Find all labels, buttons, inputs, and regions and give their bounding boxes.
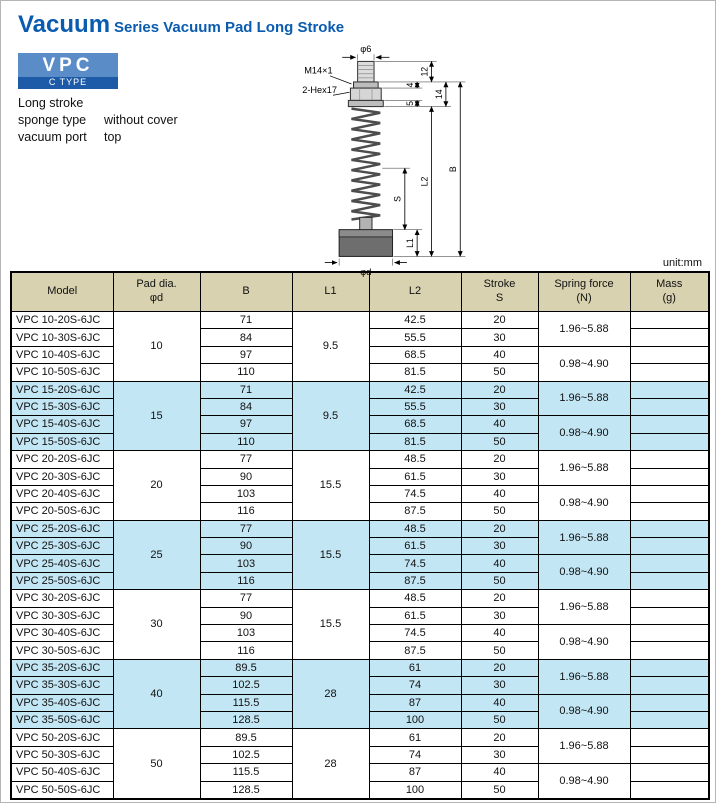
stroke-cell: 40 [461,346,538,363]
pad-dia-cell: 40 [113,659,200,729]
header-line: φd [149,292,164,304]
spec-row [11,381,709,398]
threaded-stud [358,61,374,82]
stroke-cell: 50 [461,364,538,381]
b-cell: 102.5 [200,746,292,763]
l2-cell: 74 [369,746,461,763]
header-line: (N) [576,292,592,304]
header-line: Mass [656,278,683,291]
l2-cell: 55.5 [369,398,461,415]
b-cell: 71 [200,381,292,398]
model-cell: VPC 35-40S-6JC [11,694,113,711]
model-cell: VPC 20-40S-6JC [11,485,113,502]
spec-row [11,659,709,676]
page-title [18,11,706,39]
spring-force-cell: 1.96~5.88 [538,520,630,555]
mass-cell [630,451,709,468]
mass-cell [630,711,709,728]
model-cell: VPC 10-50S-6JC [11,364,113,381]
model-cell: VPC 20-20S-6JC [11,451,113,468]
b-cell: 90 [200,607,292,624]
b-cell: 103 [200,555,292,572]
series-description [18,95,272,146]
l2-cell: 48.5 [369,520,461,537]
vacuum-pad-diagram [302,45,482,279]
stroke-cell: 30 [461,468,538,485]
model-cell: VPC 10-30S-6JC [11,329,113,346]
header-line: Model [47,285,78,298]
dim-label-phi6: φ6 [360,45,372,55]
l1-cell: 9.5 [292,312,369,382]
l2-cell: 87.5 [369,503,461,520]
mass-cell [630,572,709,589]
b-cell: 110 [200,433,292,450]
mass-cell [630,346,709,363]
l2-cell: 68.5 [369,416,461,433]
model-cell: VPC 15-50S-6JC [11,433,113,450]
header-line: L2 [408,285,422,298]
stroke-cell: 50 [461,503,538,520]
b-cell: 77 [200,451,292,468]
model-cell: VPC 10-40S-6JC [11,346,113,363]
l2-cell: 74.5 [369,625,461,642]
b-cell: 110 [200,364,292,381]
l2-cell: 42.5 [369,381,461,398]
hex-label: 2-Hex17 [302,85,338,96]
model-cell: VPC 50-40S-6JC [11,764,113,781]
spring-force-cell: 1.96~5.88 [538,590,630,625]
model-cell: VPC 20-50S-6JC [11,503,113,520]
spring-force-cell: 1.96~5.88 [538,381,630,416]
mass-cell [630,520,709,537]
mass-cell [630,729,709,746]
l2-cell: 81.5 [369,364,461,381]
l2-cell: 87 [369,694,461,711]
l2-cell: 61.5 [369,538,461,555]
b-cell: 115.5 [200,694,292,711]
mass-cell [630,694,709,711]
header-line: B [242,285,250,298]
stroke-cell: 40 [461,555,538,572]
model-cell: VPC 30-30S-6JC [11,607,113,624]
pad-rim [339,230,392,237]
spec-row [11,590,709,607]
model-cell: VPC 35-30S-6JC [11,677,113,694]
l2-cell: 74 [369,677,461,694]
stroke-cell: 50 [461,642,538,659]
series-code: VPC [18,53,118,77]
stroke-cell: 20 [461,659,538,676]
dim-label-5: 5 [405,101,416,106]
b-cell: 90 [200,538,292,555]
header-line: (g) [662,292,676,304]
stroke-cell: 30 [461,607,538,624]
model-cell: VPC 30-50S-6JC [11,642,113,659]
l2-cell: 61.5 [369,607,461,624]
header-line: L1 [324,285,337,298]
mass-cell [630,503,709,520]
technical-drawing [302,43,482,284]
l2-cell: 100 [369,781,461,799]
l1-cell: 9.5 [292,381,369,451]
mass-cell [630,746,709,763]
stroke-cell: 50 [461,781,538,799]
mass-cell [630,781,709,799]
spring-force-cell: 0.98~4.90 [538,625,630,660]
model-cell: VPC 35-50S-6JC [11,711,113,728]
mass-cell [630,625,709,642]
model-cell: VPC 15-30S-6JC [11,398,113,415]
unit-label: unit:mm [662,257,702,269]
spring-force-cell: 1.96~5.88 [538,659,630,694]
stroke-cell: 20 [461,312,538,329]
series-badge [18,53,118,89]
stroke-cell: 20 [461,381,538,398]
title-subtitle: Series Vacuum Pad Long Stroke [114,19,345,36]
l1-cell: 28 [292,659,369,729]
stroke-cell: 20 [461,590,538,607]
dim-label-s: S [392,196,403,202]
stroke-cell: 30 [461,538,538,555]
collar [354,82,379,88]
mass-cell [630,659,709,676]
spring-force-cell: 0.98~4.90 [538,416,630,451]
mass-cell [630,329,709,346]
spec-row [11,312,709,329]
l2-cell: 74.5 [369,555,461,572]
b-cell: 128.5 [200,711,292,728]
spec-table [10,271,710,800]
stroke-cell: 30 [461,398,538,415]
stroke-cell: 40 [461,625,538,642]
stroke-cell: 30 [461,677,538,694]
title-main: Vacuum [18,11,111,38]
col-header-model [11,272,113,312]
b-cell: 97 [200,346,292,363]
dim-label-l1: L1 [405,238,416,248]
dim-label-14: 14 [433,89,444,100]
model-cell: VPC 25-20S-6JC [11,520,113,537]
model-cell: VPC 35-20S-6JC [11,659,113,676]
dim-label-b: B [448,166,459,173]
model-cell: VPC 30-20S-6JC [11,590,113,607]
l2-cell: 48.5 [369,590,461,607]
col-header-pad-dia [113,272,200,312]
stroke-cell: 50 [461,572,538,589]
dim-label-l2: L2 [419,176,430,187]
thread-label: M14×1 [304,65,333,76]
header-line: S [495,292,504,304]
model-cell: VPC 15-20S-6JC [11,381,113,398]
spec-row [11,520,709,537]
mass-cell [630,381,709,398]
spring-force-cell: 0.98~4.90 [538,694,630,729]
l1-cell: 15.5 [292,451,369,521]
mass-cell [630,555,709,572]
l2-cell: 87.5 [369,572,461,589]
col-header-spring-force [538,272,630,312]
l2-cell: 55.5 [369,329,461,346]
spring-force-cell: 1.96~5.88 [538,729,630,764]
b-cell: 115.5 [200,764,292,781]
l2-cell: 87.5 [369,642,461,659]
pad-dia-cell: 15 [113,381,200,451]
l2-cell: 61 [369,729,461,746]
desc-right: top [104,129,122,144]
b-cell: 89.5 [200,729,292,746]
b-cell: 97 [200,416,292,433]
flange [348,100,383,106]
l1-cell: 15.5 [292,590,369,660]
hex-nut [350,88,381,100]
b-cell: 102.5 [200,677,292,694]
b-cell: 103 [200,485,292,502]
dim-label-4: 4 [405,82,416,88]
b-cell: 84 [200,329,292,346]
mass-cell [630,764,709,781]
desc-left: vacuum port [18,129,87,144]
mass-cell [630,468,709,485]
l2-cell: 81.5 [369,433,461,450]
l2-cell: 61.5 [369,468,461,485]
spring-force-cell: 0.98~4.90 [538,485,630,520]
model-cell: VPC 30-40S-6JC [11,625,113,642]
desc-right: without cover [104,112,178,127]
mass-cell [630,416,709,433]
stroke-cell: 30 [461,329,538,346]
mass-cell [630,398,709,415]
dim-label-12: 12 [419,66,430,77]
pad-dia-cell: 25 [113,520,200,590]
mass-cell [630,607,709,624]
b-cell: 89.5 [200,659,292,676]
stroke-cell: 40 [461,485,538,502]
spring-force-cell: 0.98~4.90 [538,555,630,590]
description-line [18,112,272,129]
stroke-cell: 40 [461,694,538,711]
stroke-cell: 20 [461,520,538,537]
model-cell: VPC 20-30S-6JC [11,468,113,485]
spec-row [11,451,709,468]
pad-neck [360,217,372,230]
mass-cell [630,364,709,381]
stroke-cell: 20 [461,729,538,746]
b-cell: 77 [200,590,292,607]
l2-cell: 61 [369,659,461,676]
b-cell: 84 [200,398,292,415]
mass-cell [630,642,709,659]
header-line: Spring force [554,278,614,291]
spring-coil [351,109,380,220]
col-header-mass [630,272,709,312]
description-line [18,129,272,146]
stroke-cell: 50 [461,711,538,728]
desc-left: sponge type [18,112,87,127]
model-cell: VPC 15-40S-6JC [11,416,113,433]
dim-label-phid: φd [360,266,372,277]
mass-cell [630,485,709,502]
mass-cell [630,433,709,450]
stroke-cell: 40 [461,764,538,781]
l2-cell: 68.5 [369,346,461,363]
mass-cell [630,677,709,694]
l2-cell: 48.5 [369,451,461,468]
b-cell: 103 [200,625,292,642]
b-cell: 116 [200,503,292,520]
mass-cell [630,538,709,555]
model-cell: VPC 25-30S-6JC [11,538,113,555]
b-cell: 71 [200,312,292,329]
model-cell: VPC 25-50S-6JC [11,572,113,589]
spring-force-cell: 1.96~5.88 [538,451,630,486]
pad-dia-cell: 30 [113,590,200,660]
col-header-b [200,272,292,312]
l2-cell: 74.5 [369,485,461,502]
mass-cell [630,590,709,607]
pad-dia-cell: 50 [113,729,200,799]
model-cell: VPC 50-20S-6JC [11,729,113,746]
pad-dia-cell: 10 [113,312,200,382]
description-line [18,95,272,112]
spring-force-cell: 0.98~4.90 [538,764,630,799]
b-cell: 128.5 [200,781,292,799]
stroke-cell: 20 [461,451,538,468]
l1-cell: 28 [292,729,369,799]
stroke-cell: 40 [461,416,538,433]
model-cell: VPC 25-40S-6JC [11,555,113,572]
spring-force-cell: 1.96~5.88 [538,312,630,347]
b-cell: 77 [200,520,292,537]
spec-table-body [11,312,709,799]
series-info [10,43,272,146]
model-cell: VPC 50-30S-6JC [11,746,113,763]
stroke-cell: 50 [461,433,538,450]
l2-cell: 87 [369,764,461,781]
series-type-label: C TYPE [18,77,118,89]
pad-dia-cell: 20 [113,451,200,521]
model-cell: VPC 50-50S-6JC [11,781,113,799]
model-cell: VPC 10-20S-6JC [11,312,113,329]
b-cell: 116 [200,572,292,589]
header-line: Pad dia. [136,278,177,291]
l2-cell: 42.5 [369,312,461,329]
mass-cell [630,312,709,329]
l1-cell: 15.5 [292,520,369,590]
spring-force-cell: 0.98~4.90 [538,346,630,381]
stroke-cell: 30 [461,746,538,763]
b-cell: 90 [200,468,292,485]
l2-cell: 100 [369,711,461,728]
b-cell: 116 [200,642,292,659]
header-line: Stroke [483,278,516,291]
spec-row [11,729,709,746]
desc-left: Long stroke [18,96,84,110]
